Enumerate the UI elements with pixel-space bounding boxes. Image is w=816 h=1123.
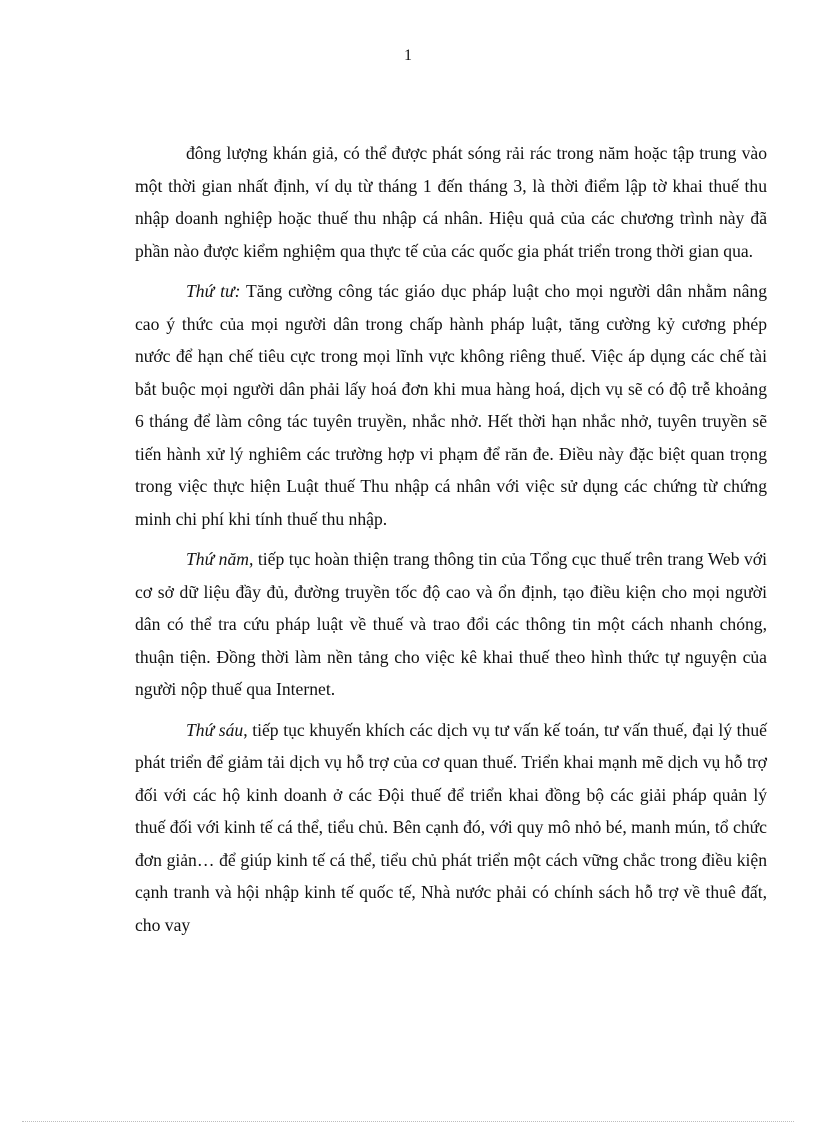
- paragraph-1: [135, 137, 767, 267]
- paragraph-text: đông lượng khán giả, có thể được phát sóng rải rác trong năm hoặc tập trung vào một thời gian nhất định, ví dụ từ tháng 1 đến tháng 3, là thời điểm lập tờ khai thuế thu nhập doanh nghiệp hoặc thuế thu nhập cá nhân. Hiệu quả của các chương trình này đã phần nào được kiểm nghiệm qua thực tế của các quốc gia phát triển trong thời gian qua.: [135, 143, 767, 261]
- paragraph-text: Tăng cường công tác giáo dục pháp luật cho mọi người dân nhằm nâng cao ý thức của mọi người dân trong chấp hành pháp luật, tăng cường kỷ cương phép nước để hạn chế tiêu cực trong mọi lĩnh vực không riêng thuế. Việc áp dụng các chế tài bắt buộc mọi người dân phải lấy hoá đơn khi mua hàng hoá, dịch vụ sẽ có độ trễ khoảng 6 tháng để làm công tác tuyên truyền, nhắc nhở. Hết thời hạn nhắc nhở, tuyên truyền sẽ tiến hành xử lý nghiêm các trường hợp vi phạm để răn đe. Điều này đặc biệt quan trọng trong việc thực hiện Luật thuế Thu nhập cá nhân với việc sử dụng các chứng từ chứng minh chi phí khi tính thuế thu nhập.: [135, 281, 767, 529]
- paragraph-lead: Thứ tư:: [186, 281, 241, 301]
- page-bottom-divider: [22, 1121, 794, 1122]
- paragraph-4: [135, 714, 767, 942]
- page-number: 1: [404, 47, 412, 64]
- paragraph-text: tiếp tục hoàn thiện trang thông tin của Tổng cục thuế trên trang Web với cơ sở dữ liệu đầy đủ, đường truyền tốc độ cao và ổn định, tạo điều kiện cho mọi người dân có thể tra cứu pháp luật về thuế và trao đổi các thông tin một cách nhanh chóng, thuận tiện. Đồng thời làm nền tảng cho việc kê khai thuế theo hình thức tự nguyện của người nộp thuế qua Internet.: [135, 549, 767, 699]
- document-body: [135, 137, 767, 949]
- paragraph-3: [135, 543, 767, 706]
- paragraph-lead: Thứ sáu: [186, 719, 244, 740]
- paragraph-lead: Thứ năm,: [186, 549, 254, 569]
- paragraph-2: [135, 275, 767, 535]
- paragraph-text: , tiếp tục khuyến khích các dịch vụ tư vấn kế toán, tư vấn thuế, đại lý thuế phát triển để giảm tải dịch vụ hỗ trợ của cơ quan thuế. Triển khai mạnh mẽ dịch vụ hỗ trợ đối với các hộ kinh doanh ở các Đội thuế để triển khai đồng bộ các giải pháp quản lý thuế đối với kinh tế cá thể, tiểu chủ. Bên cạnh đó, với quy mô nhỏ bé, manh mún, tổ chức đơn giản… để giúp kinh tế cá thể, tiểu chủ phát triển một cách vững chắc trong điều kiện cạnh tranh và hội nhập kinh tế quốc tế, Nhà nước phải có chính sách hỗ trợ về thuê đất, cho vay: [135, 719, 767, 935]
